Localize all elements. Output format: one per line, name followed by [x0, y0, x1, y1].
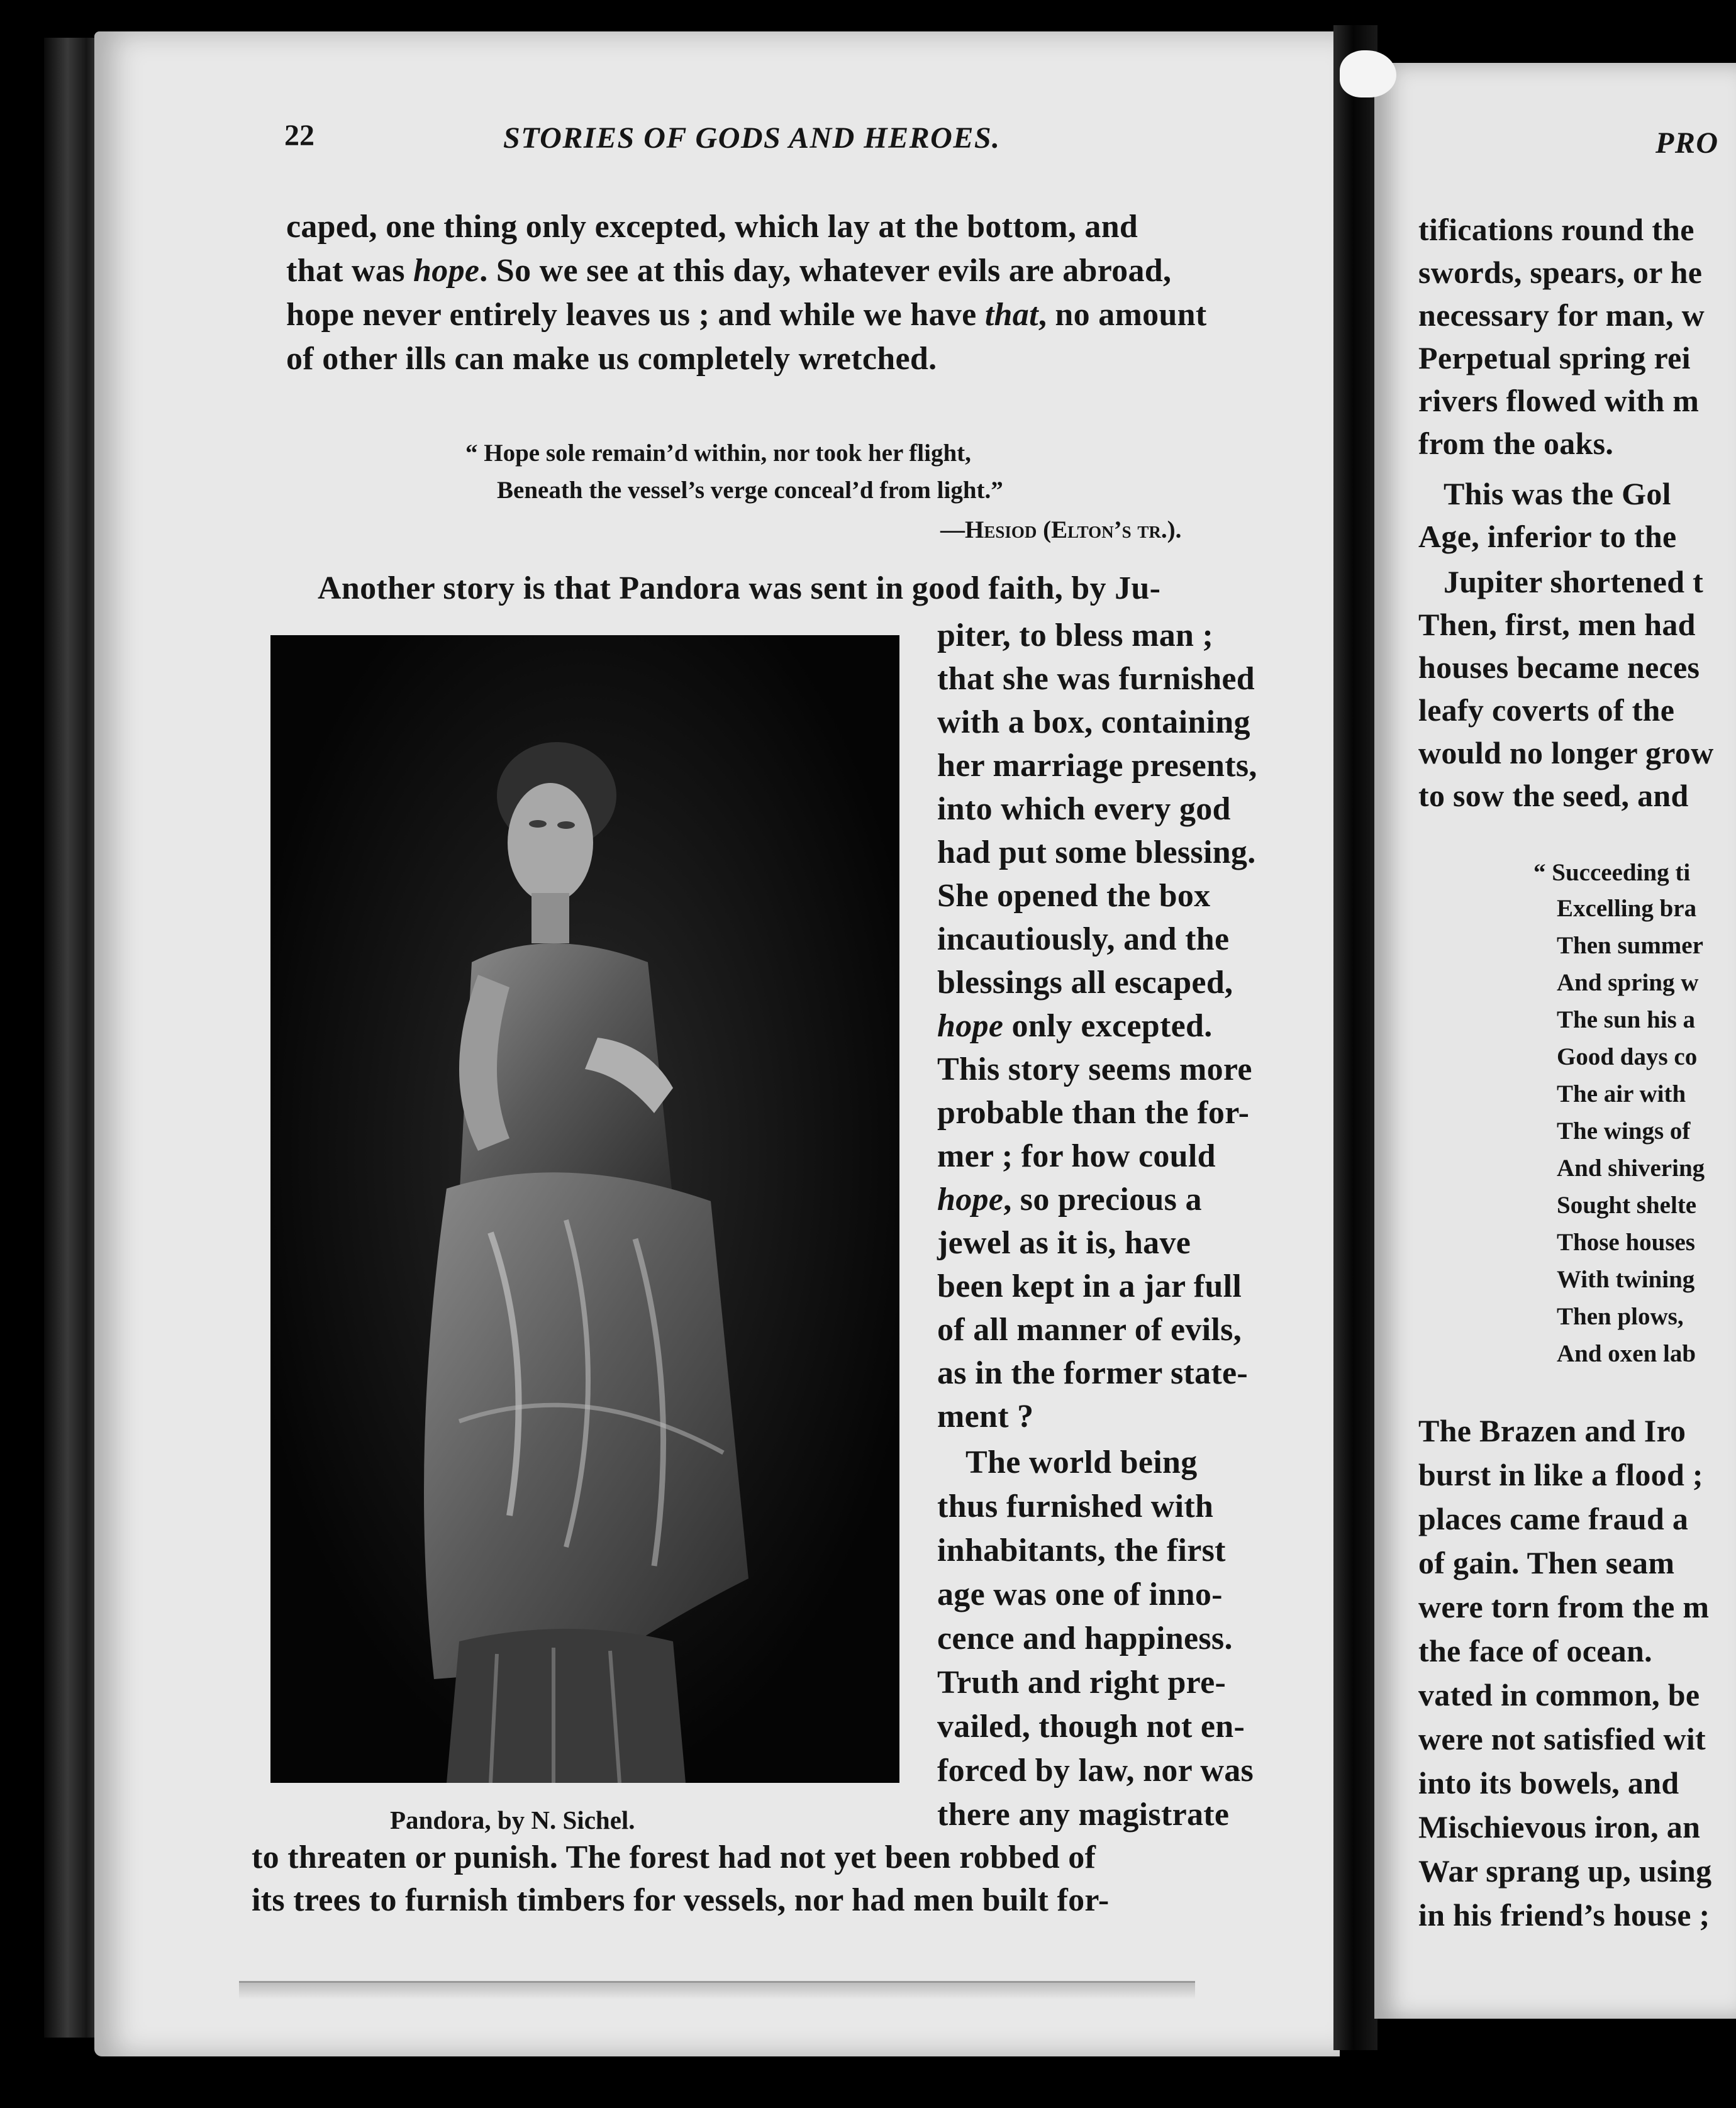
quote-line-1: “ Hope sole remain’d within, nor took her flight,	[465, 440, 971, 467]
text-run: inhabitants, the first	[937, 1533, 1226, 1568]
text-run: mer ; for how could	[937, 1138, 1216, 1174]
text-run: had put some blessing.	[937, 835, 1256, 870]
text-line	[286, 343, 937, 375]
text-line: of gain. Then seam	[1418, 1545, 1675, 1580]
quote-attribution: —Hesiod (Elton’s tr.).	[940, 516, 1182, 543]
page-gutter	[1333, 25, 1377, 2050]
text-run: She opened the box	[937, 878, 1211, 914]
text-run: caped, one thing only excepted, which lay at the bottom, and	[286, 209, 1138, 245]
text-line: would no longer grow	[1418, 735, 1714, 770]
text-line	[937, 1010, 1213, 1043]
text-run: of other ills can make us completely wretched.	[286, 341, 937, 377]
text-line: swords, spears, or he	[1418, 255, 1703, 290]
text-run: Truth and right pre-	[937, 1665, 1227, 1700]
text-line: Perpetual spring rei	[1418, 340, 1691, 375]
text-line: vated in common, be	[1418, 1677, 1700, 1712]
text-run: of all manner of evils,	[937, 1312, 1242, 1348]
text-run: into which every god	[937, 791, 1231, 827]
text-line: houses became neces	[1418, 650, 1700, 685]
left-page	[94, 31, 1340, 2056]
right-page	[1374, 63, 1736, 2019]
text-line: were not satisfied wit	[1418, 1721, 1706, 1756]
text-line	[937, 1097, 1249, 1129]
text-line	[937, 1227, 1191, 1260]
text-line: “ Succeeding ti	[1533, 859, 1691, 886]
italic-word: hope	[937, 1008, 1004, 1044]
text-line	[965, 1446, 1198, 1479]
text-run: This story seems more	[937, 1051, 1252, 1087]
text-line: were torn from the m	[1418, 1589, 1710, 1624]
text-run: with a box, containing	[937, 704, 1250, 740]
text-line	[937, 706, 1250, 739]
text-line: necessary for man, w	[1418, 297, 1705, 333]
text-run: The world being	[965, 1445, 1198, 1480]
text-line	[286, 255, 1171, 287]
text-line: leafy coverts of the	[1418, 692, 1675, 728]
pandora-illustration	[270, 635, 899, 1783]
text-run: hope never entirely leaves us ; and while we have	[286, 297, 985, 333]
running-head: STORIES OF GODS AND HEROES.	[503, 121, 1001, 155]
text-line: in his friend’s house ;	[1418, 1897, 1710, 1933]
text-line	[286, 299, 1207, 331]
text-line: Then summer	[1557, 932, 1703, 959]
page-bottom-edge	[239, 1981, 1195, 1999]
text-line	[937, 1314, 1242, 1346]
text-run: blessings all escaped,	[937, 965, 1233, 1001]
text-line	[937, 1578, 1223, 1611]
text-line	[937, 1270, 1242, 1303]
text-run: , so precious a	[1003, 1182, 1202, 1218]
text-line	[937, 1623, 1233, 1655]
text-run: ment ?	[937, 1399, 1034, 1434]
paragraph-3-tail-line: to threaten or punish. The forest had not yet been robbed of	[252, 1839, 1096, 1875]
text-line	[937, 1357, 1248, 1390]
text-line	[937, 619, 1213, 652]
text-run: there any magistrate	[937, 1797, 1230, 1833]
text-line: to sow the seed, and	[1418, 778, 1689, 813]
text-run: thus furnished with	[937, 1489, 1214, 1524]
text-line: Good days co	[1557, 1043, 1698, 1070]
text-line	[937, 967, 1233, 999]
text-run: incautiously, and the	[937, 921, 1230, 957]
quote-line-2: Beneath the vessel’s verge conceal’d from light.”	[497, 477, 1003, 504]
text-line: Mischievous iron, an	[1418, 1809, 1701, 1844]
text-line: the face of ocean.	[1418, 1633, 1652, 1668]
text-line: Sought shelte	[1557, 1192, 1697, 1219]
pandora-figure-graphic	[270, 635, 899, 1783]
text-line: into its bowels, and	[1418, 1765, 1679, 1800]
text-line	[937, 1140, 1216, 1173]
text-run: . So we see at this day, whatever evils are abroad,	[479, 253, 1172, 289]
text-line: Age, inferior to the	[1418, 519, 1677, 554]
text-line: from the oaks.	[1418, 426, 1614, 461]
text-run: , no amount	[1038, 297, 1207, 333]
text-run: that was	[286, 253, 414, 289]
text-line: rivers flowed with m	[1418, 383, 1700, 418]
text-line: Excelling bra	[1557, 895, 1697, 922]
text-line	[937, 1799, 1229, 1831]
text-run: forced by law, nor was	[937, 1753, 1254, 1789]
torn-page-corner	[1340, 50, 1396, 97]
text-line	[937, 1053, 1252, 1086]
page-number: 22	[284, 119, 314, 152]
text-run: piter, to bless man ;	[937, 618, 1214, 653]
text-line	[937, 836, 1256, 869]
text-line	[937, 923, 1229, 956]
paragraph-2-first-line: Another story is that Pandora was sent in good faith, by Ju-	[318, 570, 1161, 606]
paragraph-3-tail-line: its trees to furnish timbers for vessels, nor had men built for-	[252, 1882, 1110, 1918]
text-line: This was the Gol	[1444, 476, 1671, 511]
text-line	[937, 1490, 1213, 1523]
text-line	[937, 1755, 1254, 1787]
text-line	[937, 663, 1255, 696]
text-line: places came fraud a	[1418, 1501, 1689, 1536]
text-line: War sprang up, using	[1418, 1853, 1712, 1889]
text-line: And spring w	[1557, 969, 1699, 996]
text-line: The Brazen and Iro	[1418, 1413, 1686, 1448]
text-line	[937, 880, 1210, 913]
text-line	[286, 211, 1138, 243]
text-run: as in the former state-	[937, 1355, 1249, 1391]
text-line: Those houses	[1557, 1229, 1695, 1256]
text-line: And shivering	[1557, 1155, 1705, 1182]
text-run: age was one of inno-	[937, 1577, 1223, 1612]
text-line: The sun his a	[1557, 1006, 1696, 1033]
figure-caption: Pandora, by N. Sichel.	[390, 1806, 635, 1834]
text-line: Then plows,	[1557, 1303, 1684, 1330]
text-run: probable than the for-	[937, 1095, 1250, 1131]
text-run: cence and happiness.	[937, 1621, 1233, 1656]
text-line: With twining	[1557, 1266, 1695, 1293]
text-line: burst in like a flood ;	[1418, 1457, 1703, 1492]
text-line: tifications round the	[1418, 212, 1694, 247]
text-line	[937, 1711, 1245, 1743]
text-line: And oxen lab	[1557, 1340, 1696, 1367]
text-line	[937, 1534, 1226, 1567]
right-running-head: PRO	[1655, 126, 1719, 160]
text-line	[937, 750, 1257, 782]
italic-word: that	[984, 297, 1038, 333]
text-line	[937, 1401, 1033, 1433]
text-line	[937, 793, 1231, 826]
text-run: been kept in a jar full	[937, 1268, 1242, 1304]
text-line: The wings of	[1557, 1118, 1691, 1145]
text-line	[937, 1184, 1202, 1216]
text-line: The air with	[1557, 1080, 1686, 1107]
text-run: that she was furnished	[937, 661, 1255, 697]
italic-word: hope	[413, 253, 480, 289]
text-run: vailed, though not en-	[937, 1709, 1245, 1745]
text-line	[937, 1667, 1226, 1699]
text-line: Jupiter shortened t	[1444, 564, 1704, 599]
text-run: only excepted.	[1003, 1008, 1213, 1044]
text-line: Then, first, men had	[1418, 607, 1696, 642]
text-run: jewel as it is, have	[937, 1225, 1191, 1261]
text-run: her marriage presents,	[937, 748, 1257, 784]
italic-word: hope	[937, 1182, 1004, 1218]
